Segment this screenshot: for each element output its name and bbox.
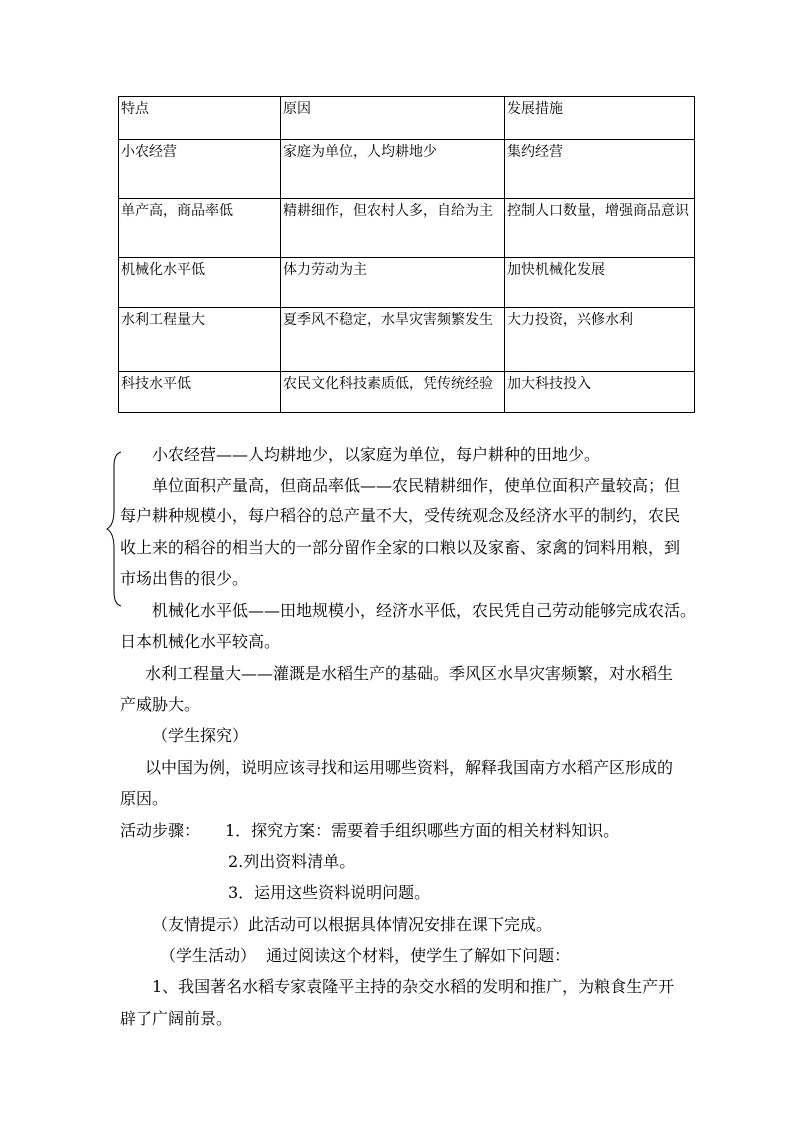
header-cell-measures: 发展措施: [505, 97, 695, 140]
activity-step: 3．运用这些资料说明问题。: [228, 883, 431, 902]
friendly-tip: （友情提示）此活动可以根据具体情况安排在课下完成。: [152, 915, 553, 934]
paragraph-yield-line: 市场出售的很少。: [120, 569, 249, 588]
paragraph-yield-line: 收上来的稻谷的相当大的一部分留作全家的口粮以及家畜、家禽的饲料用粮，到: [120, 538, 681, 557]
paragraph-explore: 原因。: [120, 789, 169, 808]
table-cell: 控制人口数量，增强商品意识: [505, 199, 695, 258]
table-cell: 夏季风不稳定，水旱灾害频繁发生: [281, 308, 505, 372]
paragraph-explore: 以中国为例，说明应该寻找和运用哪些资料，解释我国南方水稻产区形成的: [145, 758, 674, 777]
table-cell: 家庭为单位，人均耕地少: [281, 140, 505, 199]
table-row: [119, 308, 695, 372]
table-cell: 水利工程量大: [119, 308, 281, 372]
activity-step: 2.列出资料清单。: [228, 852, 356, 871]
table-cell: 单产高，商品率低: [119, 199, 281, 258]
features-table: [118, 96, 695, 413]
table-cell: 小农经营: [119, 140, 281, 199]
paragraph-yield-line: 单位面积产量高，但商品率低——农民精耕细作，使单位面积产量较高；但: [152, 476, 681, 495]
paragraph-point: 1、我国著名水稻专家袁隆平主持的杂交水稻的发明和推广，为粮食生产开: [152, 977, 675, 996]
table-cell: 集约经营: [505, 140, 695, 199]
table-cell: 科技水平低: [119, 372, 281, 413]
table-row: [119, 140, 695, 199]
paragraph-yield-line: 每户耕种规模小，每户稻谷的总产量不大，受传统观念及经济水平的制约，农民: [120, 506, 681, 525]
table-cell: 机械化水平低: [119, 258, 281, 308]
table-cell: 体力劳动为主: [281, 258, 505, 308]
student-activity: （学生活动） 通过阅读这个材料，使学生了解如下问题：: [160, 946, 571, 965]
table-cell: 大力投资，兴修水利: [505, 308, 695, 372]
table-cell: 加快机械化发展: [505, 258, 695, 308]
table-header-row: [119, 97, 695, 140]
table-cell: 加大科技投入: [505, 372, 695, 413]
table-row: [119, 372, 695, 413]
paragraph-mechanization: 机械化水平低——田地规模小，经济水平低，农民凭自己劳动能够完成农活。: [152, 601, 697, 620]
student-explore-heading: （学生探究）: [152, 726, 249, 745]
paragraph-water: 产威胁大。: [120, 695, 201, 714]
table-cell: 精耕细作，但农村人多，自给为主: [281, 199, 505, 258]
paragraph-small-farm: 小农经营——人均耕地少，以家庭为单位，每户耕种的田地少。: [152, 445, 601, 464]
table-cell: 农民文化科技素质低，凭传统经验: [281, 372, 505, 413]
paragraph-water: 水利工程量大——灌溉是水稻生产的基础。季风区水旱灾害频繁，对水稻生: [145, 664, 674, 683]
header-cell-features: 特点: [119, 97, 281, 140]
table-row: [119, 199, 695, 258]
activity-steps-label: 活动步骤：: [120, 821, 201, 840]
paragraph-point: 辟了广阔前景。: [120, 1009, 233, 1028]
paragraph-mechanization: 日本机械化水平较高。: [120, 632, 281, 651]
table-row: [119, 258, 695, 308]
activity-step: 1．探究方案：需要着手组织哪些方面的相关材料知识。: [225, 821, 620, 840]
header-cell-causes: 原因: [281, 97, 505, 140]
